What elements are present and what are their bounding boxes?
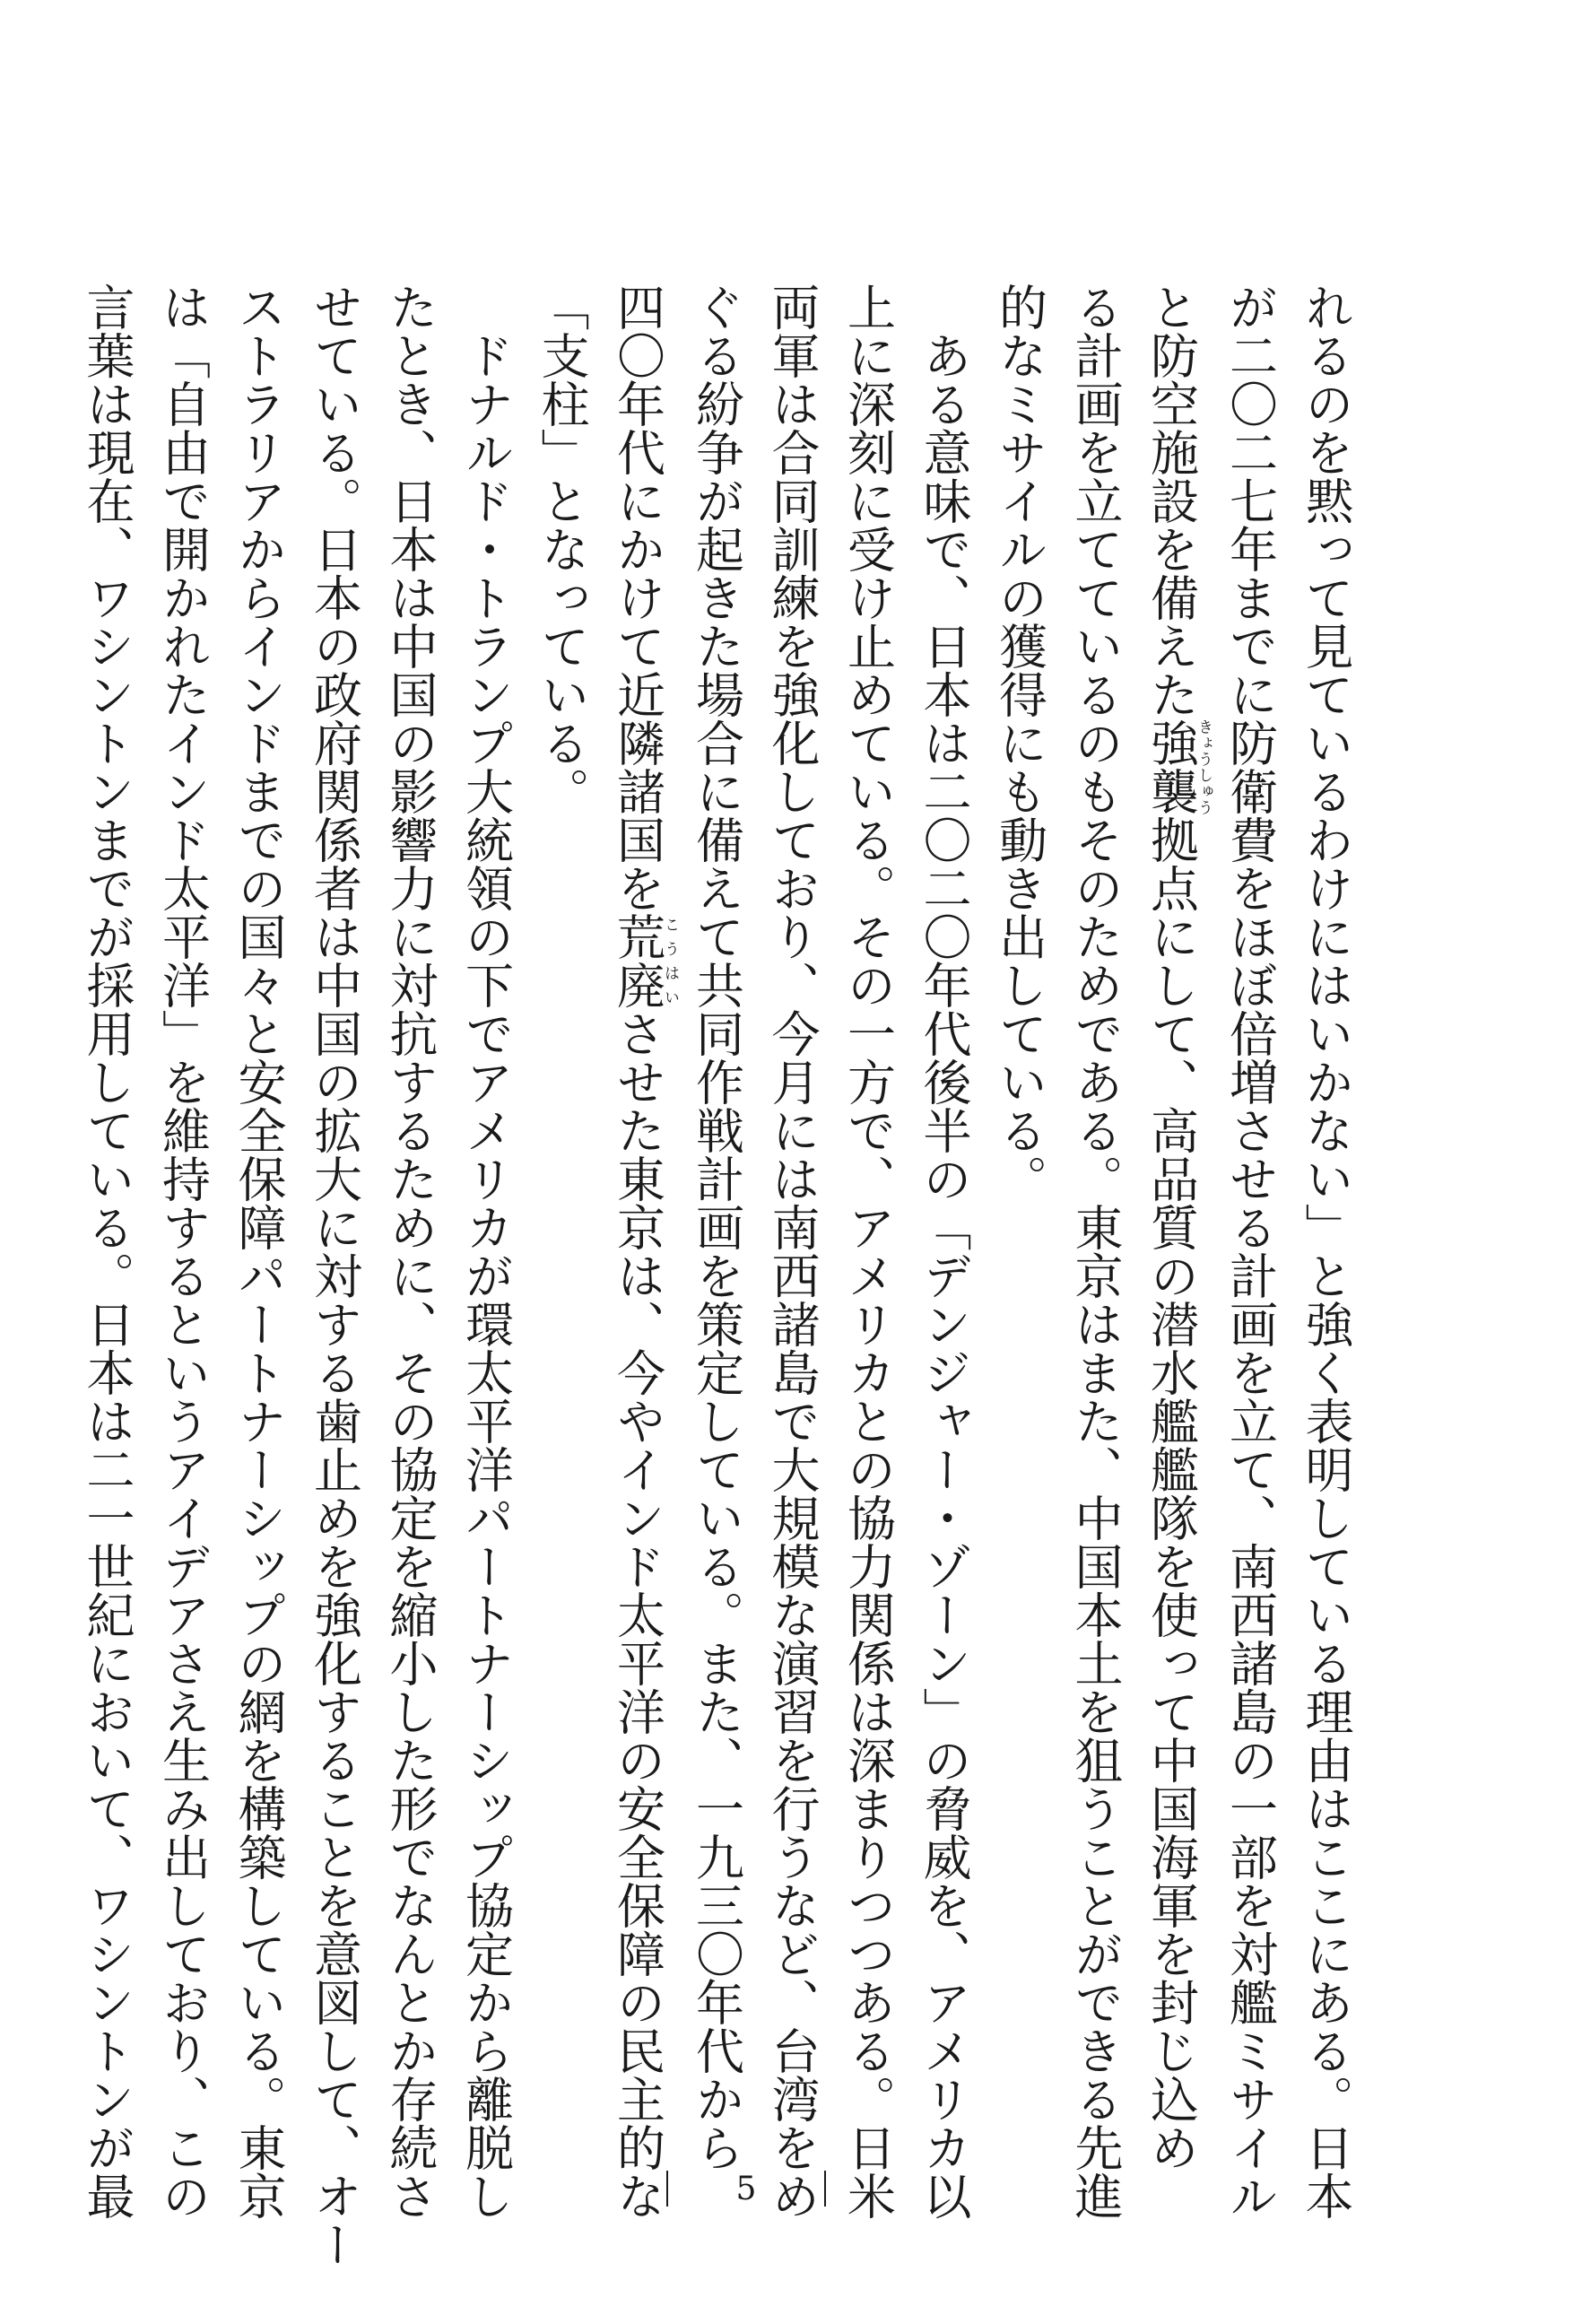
text-line-paragraph-start: ドナルド・トランプ大統領の下でアメリカが環太平洋パートナーシップ協定から離脱し <box>457 331 515 2220</box>
text-line: 上に深刻に受け止めている。その一方で、アメリカとの協力関係は深まりつつある。日米 <box>839 283 897 2220</box>
page-number: 5 <box>735 2170 757 2207</box>
line-segment: 四〇年代にかけて近隣諸国を <box>609 283 666 912</box>
page-number-footer <box>656 2162 836 2215</box>
text-line: 言葉は現在、ワシントンまでが採用している。日本は二一世紀において、ワシントンが最 <box>79 283 135 2220</box>
text-line: 両軍は合同訓練を強化しており、今月には南西諸島で大規模な演習を行うなど、台湾をめ <box>764 283 821 2220</box>
ruby-reading: きょうしゅう <box>1195 718 1213 815</box>
vertical-text-body <box>79 283 1363 2268</box>
text-line: ストラリアからインドまでの国々と安全保障パートナーシップの網を構築している。東京 <box>230 283 287 2220</box>
ruby-annotation <box>609 912 679 1009</box>
text-line: たとき、日本は中国の影響力に対抗するために、その協定を縮小した形でなんとか存続さ <box>382 283 439 2220</box>
ruby-annotation <box>1143 718 1213 815</box>
line-segment: 拠点にして、高品質の潜水艦艦隊を使って中国海軍を封じ込め <box>1143 815 1200 2172</box>
text-line: ぐる紛争が起きた場合に備えて共同作戦計画を策定している。また、一九三〇年代から <box>688 283 745 2172</box>
text-line <box>1133 283 1213 2172</box>
text-line: せている。日本の政府関係者は中国の拡大に対する歯止めを強化することを意図して、オー <box>306 283 363 2268</box>
ruby-reading: こうはい <box>661 912 679 1009</box>
folio-right-rule <box>824 2171 826 2206</box>
ruby-base: 強襲 <box>1143 718 1200 815</box>
line-segment: させた東京は、今やインド太平洋の安全保障の民主的な <box>609 1009 666 2220</box>
text-line: れるのを黙って見ているわけにはいかない」と強く表明している理由はここにある。日本 <box>1298 283 1354 2220</box>
text-line-paragraph-start: ある意味で、日本は二〇二〇年代後半の「デンジャー・ゾーン」の脅威を、アメリカ以 <box>916 331 972 2220</box>
text-line <box>599 283 679 2220</box>
text-line: が二〇二七年までに防衛費をほぼ倍増させる計画を立て、南西諸島の一部を対艦ミサイル <box>1221 283 1279 2220</box>
text-line: 的なミサイルの獲得にも動き出している。 <box>991 283 1048 1203</box>
folio-left-rule <box>666 2171 668 2206</box>
text-line: 「支柱」となっている。 <box>534 283 590 815</box>
line-segment: と防空施設を備えた <box>1143 283 1200 718</box>
text-line: は「自由で開かれたインド太平洋」を維持するというアイデアさえ生み出しており、この <box>154 283 212 2220</box>
ruby-base: 荒廃 <box>609 912 666 1009</box>
text-line: る計画を立てているのもそのためである。東京はまた、中国本土を狙うことができる先進 <box>1067 283 1124 2220</box>
